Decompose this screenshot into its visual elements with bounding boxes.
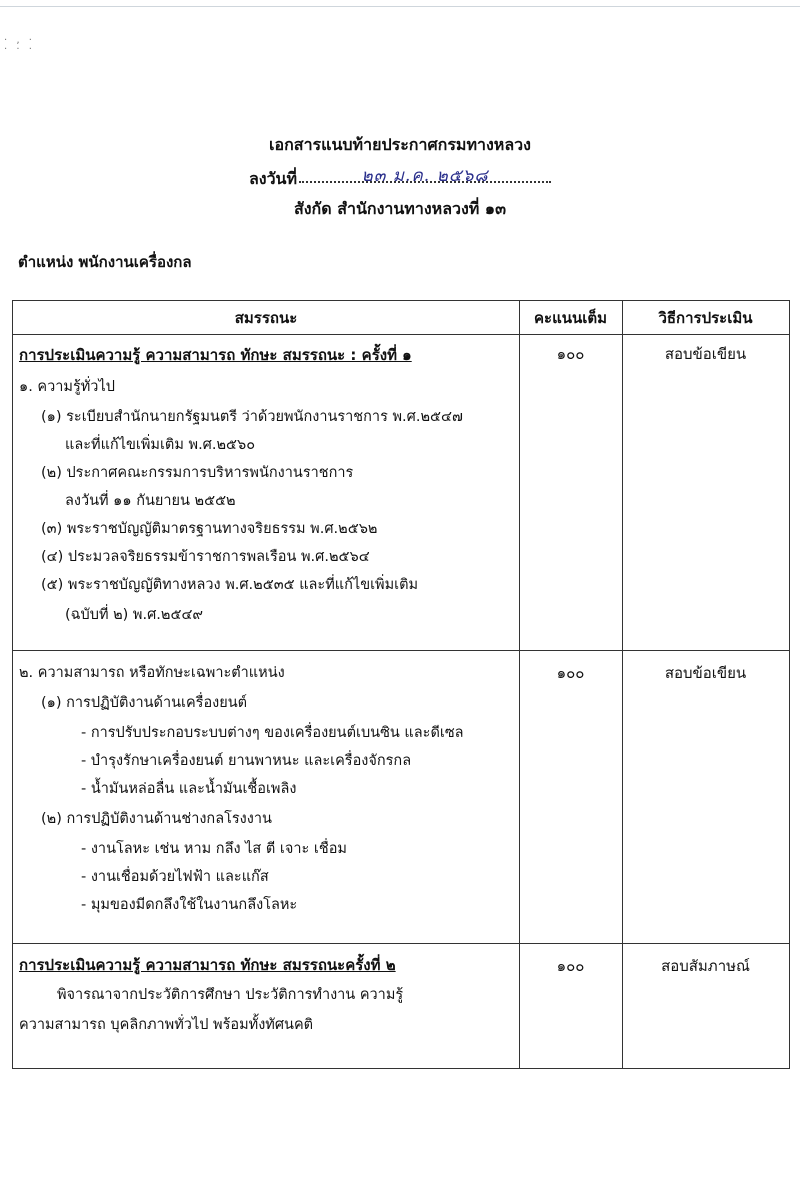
round1-heading: การประเมินความรู้ ความสามารถ ทักษะ สมรรถนะ : ครั้งที่ ๑ (19, 346, 412, 364)
top-edge-line (0, 6, 800, 7)
row1-method: สอบข้อเขียน (664, 345, 747, 363)
bullet-item: - งานโลหะ เช่น หาม กลึง ไส ตี เจาะ เชื่อม (81, 841, 347, 857)
row1-score: ๑๐๐ (556, 345, 585, 363)
paragraph-line: พิจารณาจากประวัติการศึกษา ประวัติการทำงาน ความรู้ (57, 987, 404, 1003)
list-item-continuation: และที่แก้ไขเพิ่มเติม พ.ศ.๒๕๖๐ (65, 437, 256, 453)
bullet-item: - การปรับประกอบระบบต่างๆ ของเครื่องยนต์เบนซิน และดีเซล (81, 725, 464, 741)
date-dotted-field (299, 165, 551, 186)
column-header-competency: สมรรถนะ (234, 309, 298, 327)
column-header-method: วิธีการประเมิน (658, 309, 753, 327)
row3-score: ๑๐๐ (556, 957, 585, 975)
general-knowledge-heading: ๑. ความรู้ทั่วไป (19, 379, 115, 395)
agency-line: สังกัด สำนักงานทางหลวงที่ ๑๓ (293, 199, 507, 218)
paragraph-line: ความสามารถ บุคลิกภาพทั่วไป พร้อมทั้งทัศนคติ (19, 1017, 314, 1033)
list-item: (๒) ประกาศคณะกรรมการบริหารพนักงานราชการ (41, 465, 354, 481)
list-item-continuation: (ฉบับที่ ๒) พ.ศ.๒๕๔๙ (65, 607, 204, 623)
bullet-item: - น้ำมันหล่อลื่น และน้ำมันเชื้อเพลิง (81, 781, 297, 797)
document-title: เอกสารแนบท้ายประกาศกรมทางหลวง (269, 135, 531, 154)
list-item: (๒) การปฏิบัติงานด้านช่างกลโรงงาน (41, 811, 272, 827)
list-item: (๔) ประมวลจริยธรรมข้าราชการพลเรือน พ.ศ.๒๕๖๔ (41, 549, 370, 565)
date-label: ลงวันที่ (248, 169, 298, 188)
list-item-continuation: ลงวันที่ ๑๑ กันยายน ๒๕๕๒ (65, 493, 236, 509)
row-divider (13, 650, 789, 651)
list-item: (๑) ระเบียบสำนักนายกรัฐมนตรี ว่าด้วยพนักงานราชการ พ.ศ.๒๕๔๗ (41, 409, 463, 425)
list-item: (๑) การปฏิบัติงานด้านเครื่องยนต์ (41, 695, 248, 711)
bullet-item: - งานเชื่อมด้วยไฟฟ้า และแก๊ส (81, 869, 269, 885)
competency-table (12, 300, 790, 1069)
header-divider (13, 334, 789, 335)
skills-heading: ๒. ความสามารถ หรือทักษะเฉพาะตำแหน่ง (19, 665, 285, 681)
date-line (0, 165, 800, 192)
row2-score: ๑๐๐ (556, 664, 585, 682)
column-header-full-score: คะแนนเต็ม (533, 309, 608, 327)
list-item: (๓) พระราชบัญญัติมาตรฐานทางจริยธรรม พ.ศ.๒๕๖๒ (41, 521, 378, 537)
bullet-item: - มุมของมีดกลึงใช้ในงานกลึงโลหะ (81, 897, 298, 913)
row2-method: สอบข้อเขียน (664, 664, 747, 682)
row-divider (13, 943, 789, 944)
bullet-item: - บำรุงรักษาเครื่องยนต์ ยานพาหนะ และเครื่องจักรกล (81, 753, 412, 769)
row3-method: สอบสัมภาษณ์ (661, 957, 750, 975)
handwritten-date: ๒๓ ม.ค. ๒๕๖๘ (361, 166, 489, 186)
position-title: ตำแหน่ง พนักงานเครื่องกล (18, 253, 192, 271)
scan-specks: · ‚ · · · · (4, 35, 35, 55)
round2-heading: การประเมินความรู้ ความสามารถ ทักษะ สมรรถนะครั้งที่ ๒ (19, 956, 396, 974)
list-item: (๕) พระราชบัญญัติทางหลวง พ.ศ.๒๕๓๕ และที่แก้ไขเพิ่มเติม (41, 577, 419, 593)
